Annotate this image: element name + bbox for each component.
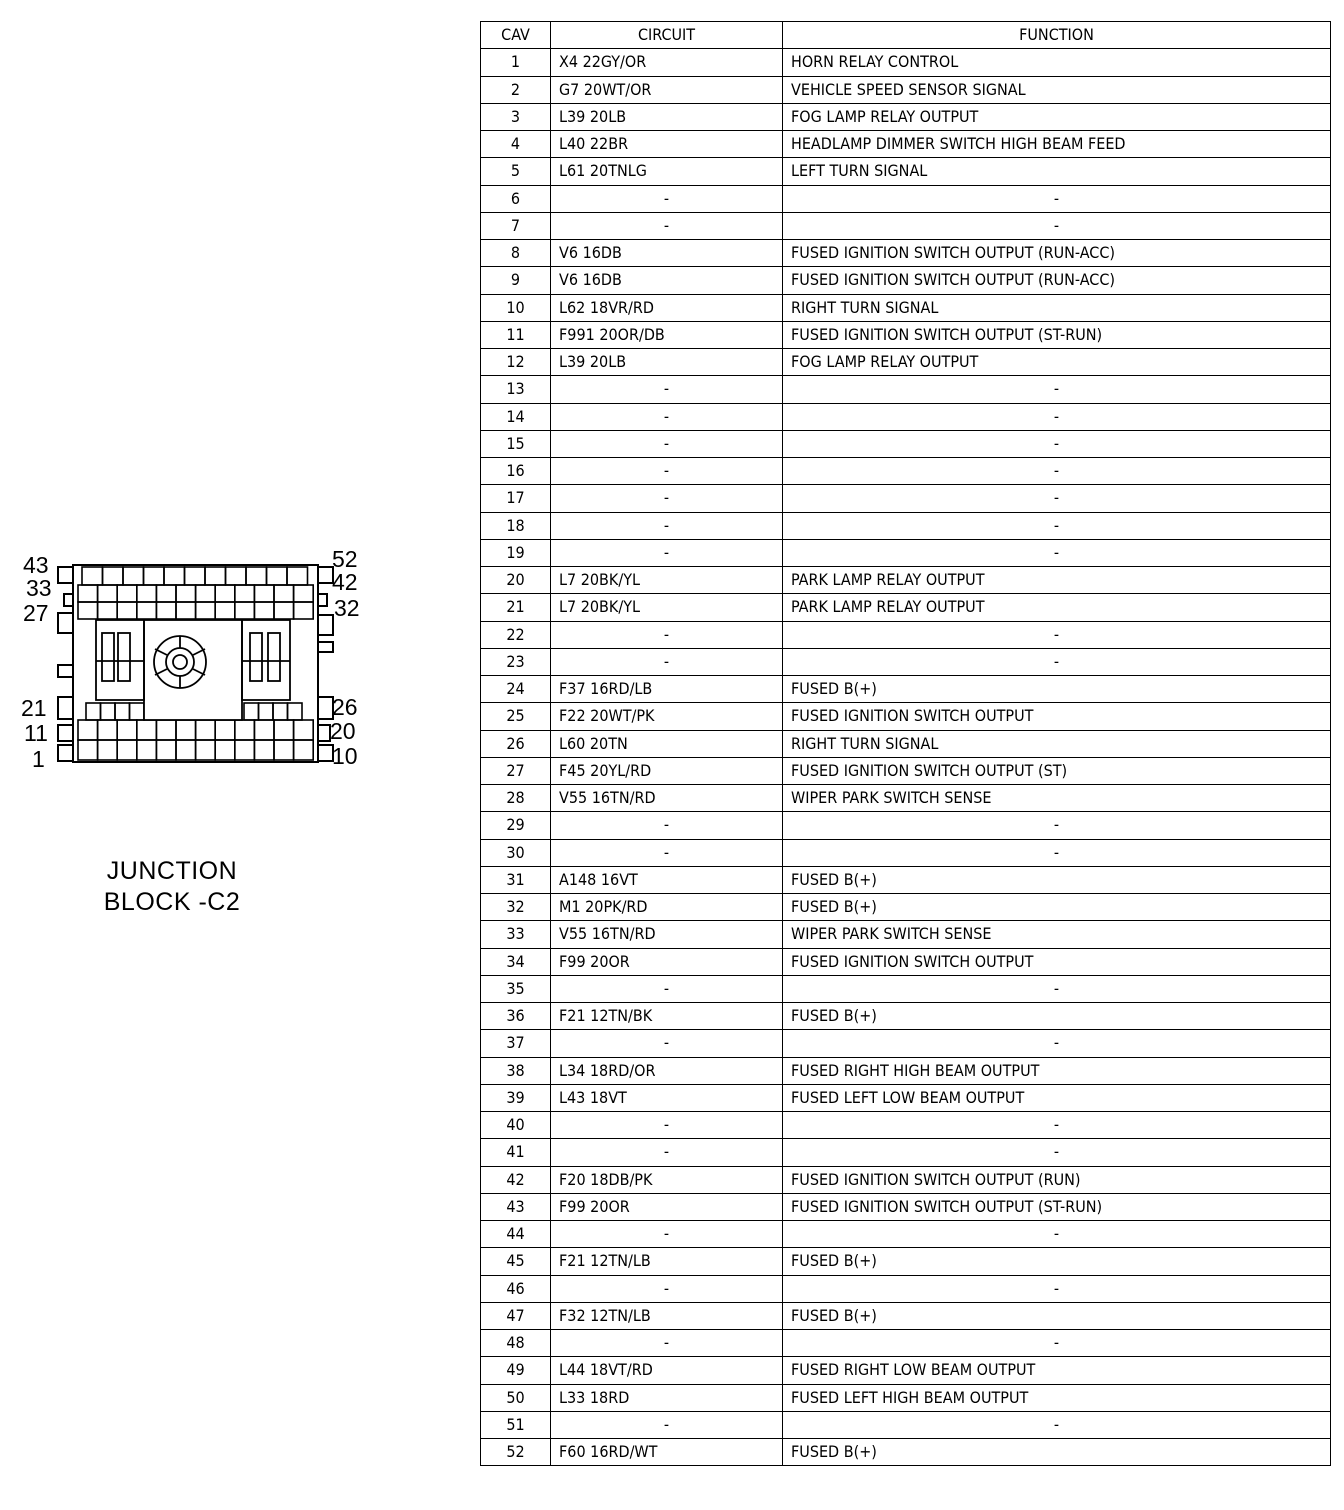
cavity bbox=[294, 740, 314, 760]
cav-cell: 38 bbox=[481, 1057, 551, 1084]
cav-cell: 44 bbox=[481, 1221, 551, 1248]
cavity bbox=[267, 567, 288, 585]
circuit-cell: - bbox=[551, 1411, 783, 1438]
table-row bbox=[481, 866, 1331, 893]
function-cell: PARK LAMP RELAY OUTPUT bbox=[783, 594, 1331, 621]
cavity bbox=[176, 720, 196, 740]
cavity bbox=[235, 740, 255, 760]
cavity bbox=[78, 720, 98, 740]
circuit-cell: - bbox=[551, 621, 783, 648]
cavity bbox=[274, 585, 294, 602]
table-row bbox=[481, 76, 1331, 103]
caption-line-2: BLOCK -C2 bbox=[103, 888, 241, 916]
table-row bbox=[481, 349, 1331, 376]
function-cell: - bbox=[783, 648, 1331, 675]
cavity bbox=[176, 585, 196, 602]
function-cell: - bbox=[783, 185, 1331, 212]
function-cell: FUSED B(+) bbox=[783, 894, 1331, 921]
cav-cell: 30 bbox=[481, 839, 551, 866]
table-row bbox=[481, 703, 1331, 730]
table-row bbox=[481, 212, 1331, 239]
cavity bbox=[78, 585, 98, 602]
pin-label-26: 26 bbox=[332, 694, 358, 720]
pinout-table bbox=[480, 21, 1331, 1466]
cavity bbox=[215, 602, 235, 619]
circuit-cell: - bbox=[551, 975, 783, 1002]
cav-cell: 2 bbox=[481, 76, 551, 103]
pin-label-27: 27 bbox=[23, 600, 49, 626]
circuit-cell: F20 18DB/PK bbox=[551, 1166, 783, 1193]
cav-cell: 26 bbox=[481, 730, 551, 757]
function-cell: WIPER PARK SWITCH SENSE bbox=[783, 785, 1331, 812]
cavity bbox=[185, 567, 206, 585]
function-cell: - bbox=[783, 212, 1331, 239]
cavity bbox=[176, 740, 196, 760]
cav-cell: 12 bbox=[481, 349, 551, 376]
circuit-cell: - bbox=[551, 1275, 783, 1302]
header-circuit: CIRCUIT bbox=[551, 22, 783, 49]
table-row bbox=[481, 1275, 1331, 1302]
circuit-cell: F21 12TN/BK bbox=[551, 1003, 783, 1030]
cavity bbox=[103, 567, 124, 585]
cavity bbox=[254, 740, 274, 760]
cavity bbox=[274, 720, 294, 740]
cavity bbox=[137, 740, 157, 760]
table-row bbox=[481, 621, 1331, 648]
cav-cell: 45 bbox=[481, 1248, 551, 1275]
circuit-cell: - bbox=[551, 1030, 783, 1057]
circuit-cell: L34 18RD/OR bbox=[551, 1057, 783, 1084]
function-cell: FUSED IGNITION SWITCH OUTPUT (RUN-ACC) bbox=[783, 240, 1331, 267]
function-cell: FUSED RIGHT LOW BEAM OUTPUT bbox=[783, 1357, 1331, 1384]
table-row bbox=[481, 485, 1331, 512]
table-row bbox=[481, 1193, 1331, 1220]
caption-line-1: JUNCTION bbox=[106, 857, 238, 885]
cavity bbox=[156, 585, 176, 602]
header-function: FUNCTION bbox=[783, 22, 1331, 49]
table-row bbox=[481, 1248, 1331, 1275]
function-cell: PARK LAMP RELAY OUTPUT bbox=[783, 567, 1331, 594]
cavity bbox=[98, 585, 118, 602]
table-row bbox=[481, 839, 1331, 866]
function-cell: FUSED LEFT LOW BEAM OUTPUT bbox=[783, 1084, 1331, 1111]
cavity bbox=[98, 740, 118, 760]
table-row bbox=[481, 730, 1331, 757]
function-cell: - bbox=[783, 1330, 1331, 1357]
cav-cell: 25 bbox=[481, 703, 551, 730]
cav-cell: 43 bbox=[481, 1193, 551, 1220]
table-row bbox=[481, 403, 1331, 430]
circuit-cell: L39 20LB bbox=[551, 349, 783, 376]
function-cell: - bbox=[783, 621, 1331, 648]
pinout-body bbox=[481, 49, 1331, 1466]
cavity bbox=[78, 602, 98, 619]
connector-caption bbox=[92, 856, 252, 918]
cavity bbox=[259, 703, 274, 720]
function-cell: RIGHT TURN SIGNAL bbox=[783, 730, 1331, 757]
cavity bbox=[156, 740, 176, 760]
table-row bbox=[481, 648, 1331, 675]
function-cell: HEADLAMP DIMMER SWITCH HIGH BEAM FEED bbox=[783, 131, 1331, 158]
pin-label-43: 43 bbox=[23, 552, 49, 578]
pin-label-32: 32 bbox=[334, 595, 360, 621]
table-row bbox=[481, 1166, 1331, 1193]
cavity bbox=[294, 585, 314, 602]
cavity bbox=[130, 703, 145, 720]
cavity bbox=[98, 720, 118, 740]
circuit-cell: - bbox=[551, 648, 783, 675]
table-header-row bbox=[481, 22, 1331, 49]
cav-cell: 36 bbox=[481, 1003, 551, 1030]
cav-cell: 7 bbox=[481, 212, 551, 239]
function-cell: FUSED B(+) bbox=[783, 676, 1331, 703]
circuit-cell: X4 22GY/OR bbox=[551, 49, 783, 76]
circuit-cell: L40 22BR bbox=[551, 131, 783, 158]
cav-cell: 15 bbox=[481, 430, 551, 457]
cav-cell: 34 bbox=[481, 948, 551, 975]
cavity bbox=[137, 720, 157, 740]
circuit-cell: L7 20BK/YL bbox=[551, 594, 783, 621]
function-cell: FUSED B(+) bbox=[783, 1248, 1331, 1275]
table-row bbox=[481, 1411, 1331, 1438]
cav-cell: 16 bbox=[481, 458, 551, 485]
table-row bbox=[481, 430, 1331, 457]
table-row bbox=[481, 1439, 1331, 1466]
function-cell: FUSED RIGHT HIGH BEAM OUTPUT bbox=[783, 1057, 1331, 1084]
circuit-cell: L33 18RD bbox=[551, 1384, 783, 1411]
top-cavity-grid bbox=[78, 567, 313, 619]
cavity bbox=[215, 720, 235, 740]
cav-cell: 9 bbox=[481, 267, 551, 294]
table-row bbox=[481, 1302, 1331, 1329]
circuit-cell: - bbox=[551, 376, 783, 403]
function-cell: RIGHT TURN SIGNAL bbox=[783, 294, 1331, 321]
function-cell: - bbox=[783, 1221, 1331, 1248]
cav-cell: 11 bbox=[481, 321, 551, 348]
function-cell: - bbox=[783, 1112, 1331, 1139]
cav-cell: 6 bbox=[481, 185, 551, 212]
circuit-cell: F99 20OR bbox=[551, 1193, 783, 1220]
cavity bbox=[117, 602, 137, 619]
function-cell: FUSED B(+) bbox=[783, 1003, 1331, 1030]
table-row bbox=[481, 103, 1331, 130]
function-cell: FUSED IGNITION SWITCH OUTPUT (ST) bbox=[783, 757, 1331, 784]
table-row bbox=[481, 948, 1331, 975]
cav-cell: 46 bbox=[481, 1275, 551, 1302]
circuit-cell: L43 18VT bbox=[551, 1084, 783, 1111]
cav-cell: 37 bbox=[481, 1030, 551, 1057]
circuit-cell: L44 18VT/RD bbox=[551, 1357, 783, 1384]
circuit-cell: - bbox=[551, 539, 783, 566]
function-cell: - bbox=[783, 430, 1331, 457]
cavity bbox=[244, 703, 259, 720]
circuit-cell: F22 20WT/PK bbox=[551, 703, 783, 730]
circuit-cell: F32 12TN/LB bbox=[551, 1302, 783, 1329]
function-cell: - bbox=[783, 1030, 1331, 1057]
pin-label-11: 11 bbox=[24, 720, 48, 746]
table-row bbox=[481, 1084, 1331, 1111]
function-cell: - bbox=[783, 1139, 1331, 1166]
circuit-cell: - bbox=[551, 1330, 783, 1357]
cav-cell: 41 bbox=[481, 1139, 551, 1166]
circuit-cell: - bbox=[551, 1112, 783, 1139]
function-cell: - bbox=[783, 512, 1331, 539]
function-cell: FUSED IGNITION SWITCH OUTPUT (RUN) bbox=[783, 1166, 1331, 1193]
cavity bbox=[82, 567, 103, 585]
circuit-cell: A148 16VT bbox=[551, 866, 783, 893]
circuit-cell: L61 20TNLG bbox=[551, 158, 783, 185]
table-row bbox=[481, 1384, 1331, 1411]
cav-cell: 49 bbox=[481, 1357, 551, 1384]
function-cell: - bbox=[783, 839, 1331, 866]
cav-cell: 47 bbox=[481, 1302, 551, 1329]
cav-cell: 40 bbox=[481, 1112, 551, 1139]
circuit-cell: F60 16RD/WT bbox=[551, 1439, 783, 1466]
cav-cell: 18 bbox=[481, 512, 551, 539]
table-row bbox=[481, 757, 1331, 784]
circuit-cell: L39 20LB bbox=[551, 103, 783, 130]
cavity bbox=[137, 585, 157, 602]
cav-cell: 20 bbox=[481, 567, 551, 594]
function-cell: - bbox=[783, 1411, 1331, 1438]
table-row bbox=[481, 158, 1331, 185]
circuit-cell: F99 20OR bbox=[551, 948, 783, 975]
circuit-cell: V6 16DB bbox=[551, 240, 783, 267]
cavity bbox=[215, 585, 235, 602]
function-cell: FOG LAMP RELAY OUTPUT bbox=[783, 349, 1331, 376]
table-row bbox=[481, 921, 1331, 948]
cav-cell: 24 bbox=[481, 676, 551, 703]
circuit-cell: - bbox=[551, 1139, 783, 1166]
cavity bbox=[196, 585, 216, 602]
cavity bbox=[215, 740, 235, 760]
circuit-cell: - bbox=[551, 485, 783, 512]
cav-cell: 23 bbox=[481, 648, 551, 675]
function-cell: - bbox=[783, 458, 1331, 485]
function-cell: - bbox=[783, 403, 1331, 430]
cavity bbox=[254, 602, 274, 619]
table-row bbox=[481, 539, 1331, 566]
cav-cell: 39 bbox=[481, 1084, 551, 1111]
circuit-cell: L60 20TN bbox=[551, 730, 783, 757]
cav-cell: 3 bbox=[481, 103, 551, 130]
table-row bbox=[481, 294, 1331, 321]
circuit-cell: - bbox=[551, 403, 783, 430]
cavity bbox=[273, 703, 288, 720]
cavity bbox=[205, 567, 226, 585]
cav-cell: 28 bbox=[481, 785, 551, 812]
cavity bbox=[246, 567, 267, 585]
cav-cell: 4 bbox=[481, 131, 551, 158]
circuit-cell: - bbox=[551, 512, 783, 539]
cavity bbox=[117, 585, 137, 602]
cavity bbox=[196, 740, 216, 760]
table-row bbox=[481, 567, 1331, 594]
function-cell: FUSED B(+) bbox=[783, 866, 1331, 893]
circuit-cell: F45 20YL/RD bbox=[551, 757, 783, 784]
cavity bbox=[123, 567, 144, 585]
function-cell: FUSED B(+) bbox=[783, 1439, 1331, 1466]
table-row bbox=[481, 594, 1331, 621]
circuit-cell: - bbox=[551, 430, 783, 457]
cav-cell: 17 bbox=[481, 485, 551, 512]
table-row bbox=[481, 1357, 1331, 1384]
cav-cell: 13 bbox=[481, 376, 551, 403]
table-row bbox=[481, 1057, 1331, 1084]
circuit-cell: G7 20WT/OR bbox=[551, 76, 783, 103]
cav-cell: 33 bbox=[481, 921, 551, 948]
table-row bbox=[481, 1003, 1331, 1030]
cavity bbox=[98, 602, 118, 619]
pin-label-1: 1 bbox=[32, 746, 45, 772]
cavity bbox=[176, 602, 196, 619]
cav-cell: 35 bbox=[481, 975, 551, 1002]
function-cell: FUSED IGNITION SWITCH OUTPUT bbox=[783, 948, 1331, 975]
circuit-cell: V6 16DB bbox=[551, 267, 783, 294]
table-row bbox=[481, 49, 1331, 76]
table-row bbox=[481, 1330, 1331, 1357]
function-cell: - bbox=[783, 1275, 1331, 1302]
pin-label-52: 52 bbox=[332, 546, 358, 572]
function-cell: VEHICLE SPEED SENSOR SIGNAL bbox=[783, 76, 1331, 103]
function-cell: HORN RELAY CONTROL bbox=[783, 49, 1331, 76]
cav-cell: 1 bbox=[481, 49, 551, 76]
cavity bbox=[235, 585, 255, 602]
table-row bbox=[481, 1030, 1331, 1057]
cavity bbox=[86, 703, 101, 720]
function-cell: FUSED IGNITION SWITCH OUTPUT (ST-RUN) bbox=[783, 321, 1331, 348]
function-cell: FUSED IGNITION SWITCH OUTPUT (ST-RUN) bbox=[783, 1193, 1331, 1220]
function-cell: LEFT TURN SIGNAL bbox=[783, 158, 1331, 185]
table-row bbox=[481, 458, 1331, 485]
pin-label-21: 21 bbox=[21, 695, 47, 721]
cav-cell: 51 bbox=[481, 1411, 551, 1438]
connector-face-diagram bbox=[18, 545, 368, 775]
cavity bbox=[226, 567, 247, 585]
circuit-cell: - bbox=[551, 185, 783, 212]
circuit-cell: - bbox=[551, 839, 783, 866]
cav-cell: 5 bbox=[481, 158, 551, 185]
cavity bbox=[164, 567, 185, 585]
cavity bbox=[101, 703, 116, 720]
cavity bbox=[235, 602, 255, 619]
table-row bbox=[481, 185, 1331, 212]
cavity bbox=[156, 720, 176, 740]
pin-label-33: 33 bbox=[26, 575, 52, 601]
function-cell: - bbox=[783, 376, 1331, 403]
cav-cell: 32 bbox=[481, 894, 551, 921]
table-row bbox=[481, 785, 1331, 812]
cavity bbox=[196, 602, 216, 619]
table-row bbox=[481, 131, 1331, 158]
cavity bbox=[117, 720, 137, 740]
pin-label-20: 20 bbox=[330, 718, 356, 744]
function-cell: FUSED IGNITION SWITCH OUTPUT bbox=[783, 703, 1331, 730]
circuit-cell: F37 16RD/LB bbox=[551, 676, 783, 703]
cav-cell: 48 bbox=[481, 1330, 551, 1357]
cavity bbox=[196, 720, 216, 740]
function-cell: FUSED B(+) bbox=[783, 1302, 1331, 1329]
pin-label-10: 10 bbox=[332, 743, 358, 769]
circuit-cell: F21 12TN/LB bbox=[551, 1248, 783, 1275]
circuit-cell: F991 20OR/DB bbox=[551, 321, 783, 348]
table-row bbox=[481, 812, 1331, 839]
table-row bbox=[481, 676, 1331, 703]
function-cell: - bbox=[783, 812, 1331, 839]
table-row bbox=[481, 975, 1331, 1002]
circuit-cell: L62 18VR/RD bbox=[551, 294, 783, 321]
circuit-cell: - bbox=[551, 1221, 783, 1248]
cav-cell: 50 bbox=[481, 1384, 551, 1411]
table-row bbox=[481, 1139, 1331, 1166]
cavity bbox=[294, 602, 314, 619]
cav-cell: 29 bbox=[481, 812, 551, 839]
cavity bbox=[115, 703, 130, 720]
table-row bbox=[481, 894, 1331, 921]
cav-cell: 14 bbox=[481, 403, 551, 430]
function-cell: FOG LAMP RELAY OUTPUT bbox=[783, 103, 1331, 130]
cavity bbox=[294, 720, 314, 740]
cav-cell: 27 bbox=[481, 757, 551, 784]
circuit-cell: - bbox=[551, 212, 783, 239]
circuit-cell: - bbox=[551, 458, 783, 485]
cavity bbox=[137, 602, 157, 619]
cavity bbox=[144, 567, 165, 585]
cav-cell: 22 bbox=[481, 621, 551, 648]
cavity bbox=[117, 740, 137, 760]
function-cell: - bbox=[783, 485, 1331, 512]
cavity bbox=[235, 720, 255, 740]
table-row bbox=[481, 267, 1331, 294]
table-row bbox=[481, 1112, 1331, 1139]
circuit-cell: - bbox=[551, 812, 783, 839]
cavity bbox=[254, 585, 274, 602]
function-cell: WIPER PARK SWITCH SENSE bbox=[783, 921, 1331, 948]
cav-cell: 42 bbox=[481, 1166, 551, 1193]
cavity bbox=[274, 740, 294, 760]
circuit-cell: L7 20BK/YL bbox=[551, 567, 783, 594]
function-cell: FUSED LEFT HIGH BEAM OUTPUT bbox=[783, 1384, 1331, 1411]
function-cell: FUSED IGNITION SWITCH OUTPUT (RUN-ACC) bbox=[783, 267, 1331, 294]
cav-cell: 19 bbox=[481, 539, 551, 566]
table-row bbox=[481, 376, 1331, 403]
cavity bbox=[78, 740, 98, 760]
pin-label-42: 42 bbox=[332, 569, 358, 595]
cav-cell: 10 bbox=[481, 294, 551, 321]
cavity bbox=[274, 602, 294, 619]
circuit-cell: M1 20PK/RD bbox=[551, 894, 783, 921]
function-cell: - bbox=[783, 539, 1331, 566]
cavity bbox=[254, 720, 274, 740]
cav-cell: 8 bbox=[481, 240, 551, 267]
header-cav: CAV bbox=[481, 22, 551, 49]
cavity bbox=[156, 602, 176, 619]
cav-cell: 31 bbox=[481, 866, 551, 893]
function-cell: - bbox=[783, 975, 1331, 1002]
cav-cell: 21 bbox=[481, 594, 551, 621]
cavity bbox=[287, 567, 308, 585]
circuit-cell: V55 16TN/RD bbox=[551, 785, 783, 812]
cavity bbox=[288, 703, 303, 720]
table-row bbox=[481, 321, 1331, 348]
circuit-cell: V55 16TN/RD bbox=[551, 921, 783, 948]
cav-cell: 52 bbox=[481, 1439, 551, 1466]
table-row bbox=[481, 1221, 1331, 1248]
table-row bbox=[481, 512, 1331, 539]
table-row bbox=[481, 240, 1331, 267]
